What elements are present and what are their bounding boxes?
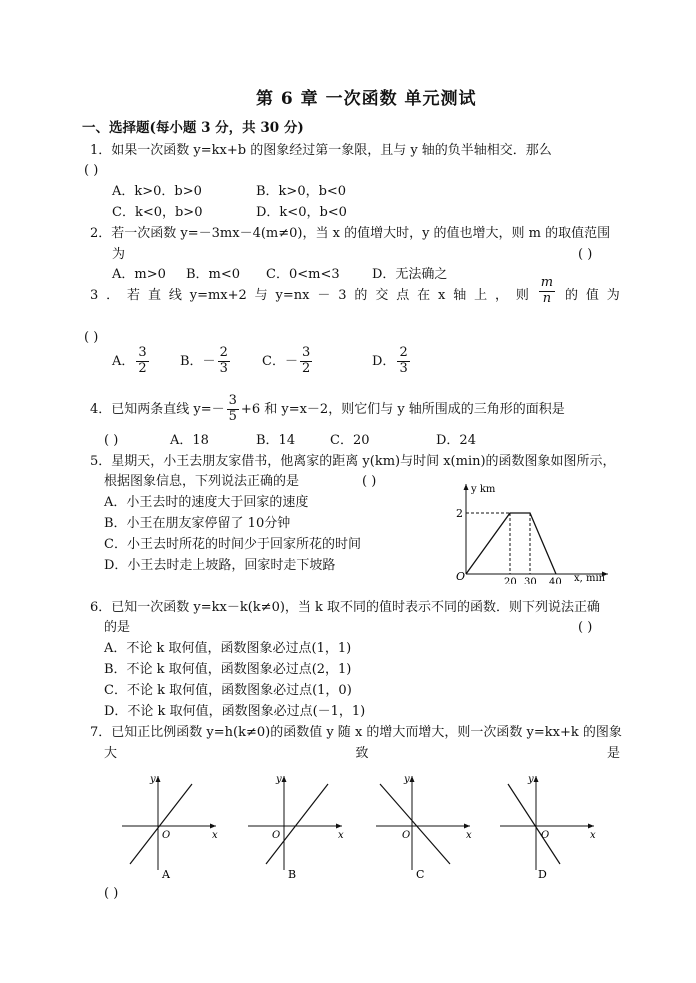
q3-option-a-frac bbox=[136, 346, 148, 377]
axis-y-label: y bbox=[276, 774, 282, 785]
q7-stem: 7．已知正比例函数 y=h(k≠0)的函数值 y 随 x 的增大而增大，则一次函数 y=kx+k 的图象 bbox=[90, 725, 622, 740]
x-arrow-icon bbox=[464, 824, 470, 829]
q3-word: x bbox=[437, 288, 446, 303]
q5-stem-2: 根据图象信息，下列说法正确的是 bbox=[104, 474, 300, 489]
axis-x-label: x bbox=[466, 830, 472, 841]
y-arrow-icon bbox=[464, 484, 469, 490]
graph-x-tick: 40 bbox=[549, 577, 562, 584]
q6-stem-2: 的是 bbox=[104, 620, 131, 635]
q4-stem-post: +6 和 y=x－2，则它们与 y 轴所围成的三角形的面积是 bbox=[240, 401, 565, 417]
q3-word: 直 bbox=[147, 288, 161, 303]
frac-num: 2 bbox=[219, 345, 228, 360]
graph-origin: O bbox=[541, 830, 550, 841]
q1-option-b: B．k>0，b<0 bbox=[256, 184, 347, 199]
y-arrow-icon bbox=[156, 776, 161, 782]
q6-option-b: B．不论 k 取何值，函数图象必过点(2，1) bbox=[104, 662, 352, 677]
q3-option-c bbox=[262, 346, 314, 377]
q7-graph-d bbox=[494, 770, 602, 880]
graph-y-label: y km bbox=[471, 484, 496, 495]
q3-fraction-den: n bbox=[542, 290, 552, 306]
frac-den: 3 bbox=[399, 360, 408, 376]
graph-label: D bbox=[538, 868, 547, 880]
x-arrow-icon bbox=[336, 824, 342, 829]
frac-den: 2 bbox=[138, 360, 147, 376]
q2-option-c: C．0<m<3 bbox=[266, 267, 340, 282]
q5-paren: ( ) bbox=[362, 474, 377, 489]
q3-word: 为 bbox=[606, 288, 620, 303]
frac-num: 3 bbox=[138, 345, 147, 360]
q7-graph-c bbox=[370, 770, 478, 880]
graph-origin: O bbox=[402, 830, 411, 841]
q3-word: y=mx+2 bbox=[189, 288, 247, 303]
frac-num: 3 bbox=[228, 393, 237, 408]
graph-label: A bbox=[162, 868, 170, 880]
q4-option-d: D．24 bbox=[436, 433, 476, 448]
q7-graph-a bbox=[116, 770, 224, 880]
q3-word: 的 bbox=[354, 288, 368, 303]
axis-y-label: y bbox=[150, 774, 156, 785]
q3-word: 3 bbox=[90, 288, 99, 303]
q3-paren: ( ) bbox=[84, 330, 99, 345]
q2-paren: ( ) bbox=[578, 247, 593, 262]
q3-option-d-frac bbox=[397, 346, 409, 377]
axis-x-label: x bbox=[590, 830, 596, 841]
q3-stem bbox=[90, 275, 620, 307]
distance-time-graph bbox=[440, 478, 620, 584]
q3-word: 交 bbox=[375, 288, 389, 303]
q7-word: 大 bbox=[104, 746, 118, 761]
frac-den: 3 bbox=[219, 360, 228, 376]
q1-paren: ( ) bbox=[84, 163, 99, 178]
graph-line bbox=[380, 784, 450, 864]
frac-num: 3 bbox=[301, 345, 311, 360]
q3-option-a-label: A． bbox=[112, 353, 135, 369]
axis-x-label: x bbox=[338, 830, 344, 841]
q3-fraction bbox=[539, 276, 555, 307]
y-arrow-icon bbox=[410, 776, 415, 782]
q1-option-d: D．k<0，b<0 bbox=[256, 205, 347, 220]
q3-option-c-frac bbox=[300, 346, 312, 377]
q3-option-a bbox=[112, 346, 151, 377]
q3-fraction-num: m bbox=[540, 275, 554, 290]
q2-option-d: D．无法确之 bbox=[372, 267, 448, 282]
q3-word: 轴 bbox=[453, 288, 467, 303]
page-title: 第 6 章 一次函数 单元测试 bbox=[256, 89, 477, 109]
q4-paren: ( ) bbox=[104, 433, 119, 448]
q3-word: 线 bbox=[168, 288, 182, 303]
q4-stem bbox=[90, 394, 565, 425]
axis-y-label: y bbox=[528, 774, 534, 785]
q1-option-a: A．k>0．b>0 bbox=[112, 184, 202, 199]
q3-word: ， bbox=[494, 288, 508, 303]
q3-word: ． bbox=[106, 288, 120, 303]
q5-option-d: D．小王去时走上坡路，回家时走下坡路 bbox=[104, 558, 336, 573]
q1-stem: 1．如果一次函数 y=kx+b 的图象经过第一象限，且与 y 轴的负半轴相交．那么 bbox=[90, 143, 552, 158]
q7-word: 是 bbox=[606, 746, 620, 761]
q2-option-b: B．m<0 bbox=[186, 267, 241, 282]
y-arrow-icon bbox=[282, 776, 287, 782]
axis-x-label: x bbox=[212, 830, 218, 841]
frac-num: 2 bbox=[399, 345, 408, 360]
q3-option-b bbox=[180, 346, 232, 377]
q3-word: 值 bbox=[585, 288, 599, 303]
y-arrow-icon bbox=[534, 776, 539, 782]
q5-option-a: A．小王去时的速度大于回家的速度 bbox=[104, 495, 309, 510]
q7-stem-2 bbox=[104, 746, 620, 762]
q5-option-b: B．小王在朋友家停留了 10分钟 bbox=[104, 516, 291, 531]
q3-word: 在 bbox=[417, 288, 431, 303]
q3-word: 上 bbox=[474, 288, 488, 303]
graph-x-tick: 20 bbox=[504, 577, 517, 584]
q3-word: 3 bbox=[338, 288, 347, 303]
q4-fraction bbox=[227, 394, 239, 425]
q6-stem: 6．已知一次函数 y=kx－k(k≠0)，当 k 取不同的值时表示不同的函数．则下列说法正确 bbox=[90, 600, 601, 615]
q3-option-c-label: C．－ bbox=[262, 353, 298, 369]
axis-y-label: y bbox=[404, 774, 410, 785]
graph-x-tick: 30 bbox=[524, 577, 537, 584]
graph-line bbox=[266, 784, 328, 864]
q3-option-b-frac bbox=[218, 346, 230, 377]
graph-origin: O bbox=[272, 830, 281, 841]
q3-word: 与 bbox=[254, 288, 268, 303]
q3-word: 则 bbox=[515, 288, 529, 303]
graph-x-label: x, min bbox=[574, 573, 606, 584]
q4-option-b: B．14 bbox=[256, 433, 296, 448]
graph-y-tick: 2 bbox=[456, 507, 463, 520]
q6-paren: ( ) bbox=[578, 620, 593, 635]
x-arrow-icon bbox=[588, 824, 594, 829]
q3-option-d-label: D． bbox=[372, 353, 396, 369]
q7-word: 致 bbox=[355, 746, 369, 761]
q6-option-d: D．不论 k 取何值，函数图象必过点(－1，1) bbox=[104, 704, 366, 719]
q3-option-b-label: B．－ bbox=[180, 353, 216, 369]
q4-option-c: C．20 bbox=[330, 433, 370, 448]
q7-graph-b bbox=[242, 770, 350, 880]
q5-stem: 5．星期天，小王去朋友家借书，他离家的距离 y(km)与时间 x(min)的函数图象如图所示， bbox=[90, 454, 616, 469]
frac-den: 5 bbox=[228, 408, 237, 424]
q2-stem: 2．若一次函数 y=－3mx－4(m≠0)，当 x 的值增大时，y 的值也增大，则 m 的取值范围 bbox=[90, 226, 611, 241]
q4-option-a: A．18 bbox=[170, 433, 209, 448]
q6-option-c: C．不论 k 取何值，函数图象必过点(1，0) bbox=[104, 683, 352, 698]
frac-den: 2 bbox=[301, 360, 311, 376]
q3-word: 的 bbox=[564, 288, 578, 303]
graph-line bbox=[130, 784, 192, 864]
graph-label: C bbox=[416, 868, 425, 880]
q1-option-c: C．k<0，b>0 bbox=[112, 205, 203, 220]
graph-origin: O bbox=[456, 570, 466, 583]
graph-polyline bbox=[466, 513, 556, 574]
graph-label: B bbox=[288, 868, 297, 880]
graph-line bbox=[508, 784, 560, 864]
q6-option-a: A．不论 k 取何值，函数图象必过点(1，1) bbox=[104, 641, 352, 656]
q4-stem-pre: 4．已知两条直线 y=－ bbox=[90, 401, 225, 417]
section-header: 一、选择题(每小题 3 分，共 30 分) bbox=[82, 120, 304, 136]
q3-word: 若 bbox=[127, 288, 141, 303]
q5-option-c: C．小王去时所花的时间少于回家所花的时间 bbox=[104, 537, 361, 552]
q3-word: 点 bbox=[396, 288, 410, 303]
q3-option-d bbox=[372, 346, 412, 377]
q3-word: － bbox=[317, 288, 331, 303]
q7-paren: ( ) bbox=[104, 886, 119, 901]
q3-word: y=nx bbox=[275, 288, 310, 303]
q2-stem-2: 为 bbox=[112, 247, 126, 262]
q2-option-a: A．m>0 bbox=[112, 267, 166, 282]
x-arrow-icon bbox=[210, 824, 216, 829]
graph-origin: O bbox=[162, 830, 171, 841]
